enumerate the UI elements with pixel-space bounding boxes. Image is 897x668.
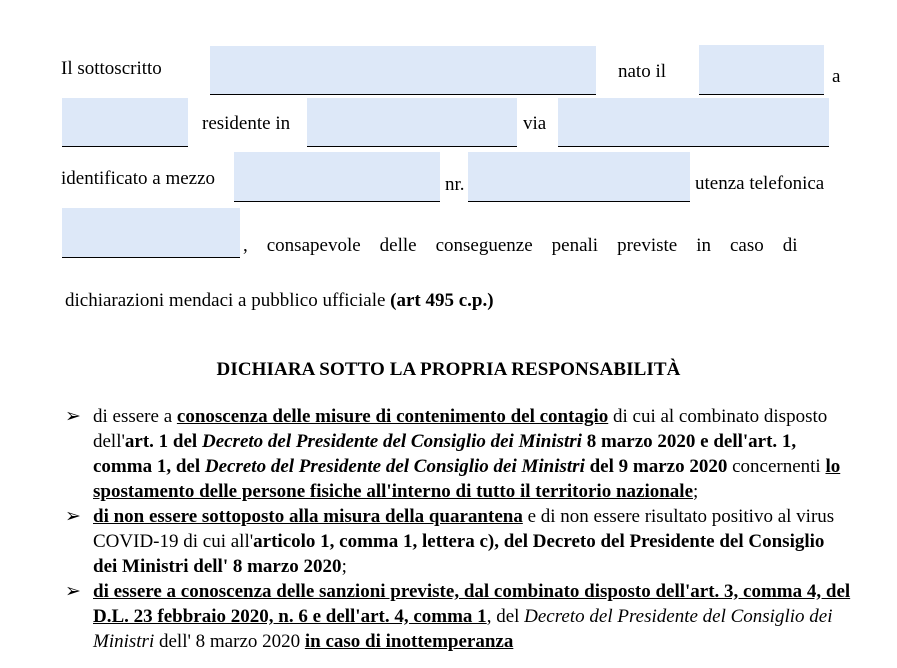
arrow-bullet-icon: ➢ [65,581,81,602]
bullet-text: di cui al combinato disposto dell' [93,406,828,452]
label-at: a [832,66,841,87]
bullet-emphasis: 8 marzo 2020 e dell'art. 1, comma 1, del [93,431,797,477]
bullet-text: concernenti [727,456,826,477]
bullet-decree-title: Decreto del Presidente del Consiglio dei Ministri [201,431,582,452]
bullet-emphasis: conoscenza delle misure di contenimento del contagio [176,406,609,427]
bullet-text: ; [693,481,699,502]
bullet-text: di essere a [93,406,177,427]
bullet-text: ; [341,556,347,577]
label-nr: nr. [445,174,465,195]
residence-field[interactable] [307,98,517,147]
list-item [62,504,852,579]
label-aware: , consapevole delle conseguenze penali previste in caso di [243,235,798,256]
arrow-bullet-icon: ➢ [65,506,81,527]
bullet-emphasis: del 9 marzo 2020 [584,456,728,477]
label-born: nato il [618,61,667,82]
false-declarations-line [65,290,494,312]
birth-date-field[interactable] [699,45,824,95]
declaration-heading: DICHIARA SOTTO LA PROPRIA RESPONSABILITÀ [216,359,681,380]
id-number-field[interactable] [468,152,690,202]
label-street: via [523,113,547,134]
list-item [62,404,852,504]
bullet-emphasis: di essere a conoscenza delle sanzioni previste, dal combinato disposto dell'art. 3, comma 4, del D.L. 23 febbraio 2020, n. 6 e dell'art. 4, comma 1 [93,581,851,627]
bullet-text: dell' 8 marzo 2020 [154,631,305,652]
bullet-text: , del [486,606,525,627]
label-false-declarations: dichiarazioni mendaci a pubblico ufficiale [65,290,391,311]
bullet-emphasis: lo spostamento delle persone fisiche all'interno di tutto il territorio nazionale [93,456,841,502]
declaration-list [62,404,852,654]
bullet-emphasis: in caso di inottemperanza [304,631,514,652]
label-identified: identificato a mezzo [61,168,216,189]
bullet-text: e di non essere risultato positivo al virus COVID-19 di cui all' [93,506,835,552]
street-field[interactable] [558,98,829,147]
birth-place-field[interactable] [62,98,188,147]
label-resident: residente in [202,113,291,134]
bullet-decree-title: Decreto del Presidente del Consiglio dei Ministri [204,456,585,477]
bullet-emphasis: art. 1 del [124,431,202,452]
bullet-emphasis: articolo 1, comma 1, lettera c), del Decreto del Presidente del Consiglio dei Ministri dell' 8 marzo 2020 [93,531,825,577]
list-item [62,579,852,654]
label-phone: utenza telefonica [695,173,825,194]
arrow-bullet-icon: ➢ [65,406,81,427]
label-article: (art 495 c.p.) [390,290,494,311]
bullet-decree-title: Decreto del Presidente del Consiglio dei Ministri [93,606,833,652]
bullet-emphasis: di non essere sottoposto alla misura della quarantena [93,506,523,527]
label-subscriber: Il sottoscritto [61,58,162,79]
id-document-field[interactable] [234,152,440,202]
name-field[interactable] [210,46,596,95]
phone-field[interactable] [62,208,240,258]
